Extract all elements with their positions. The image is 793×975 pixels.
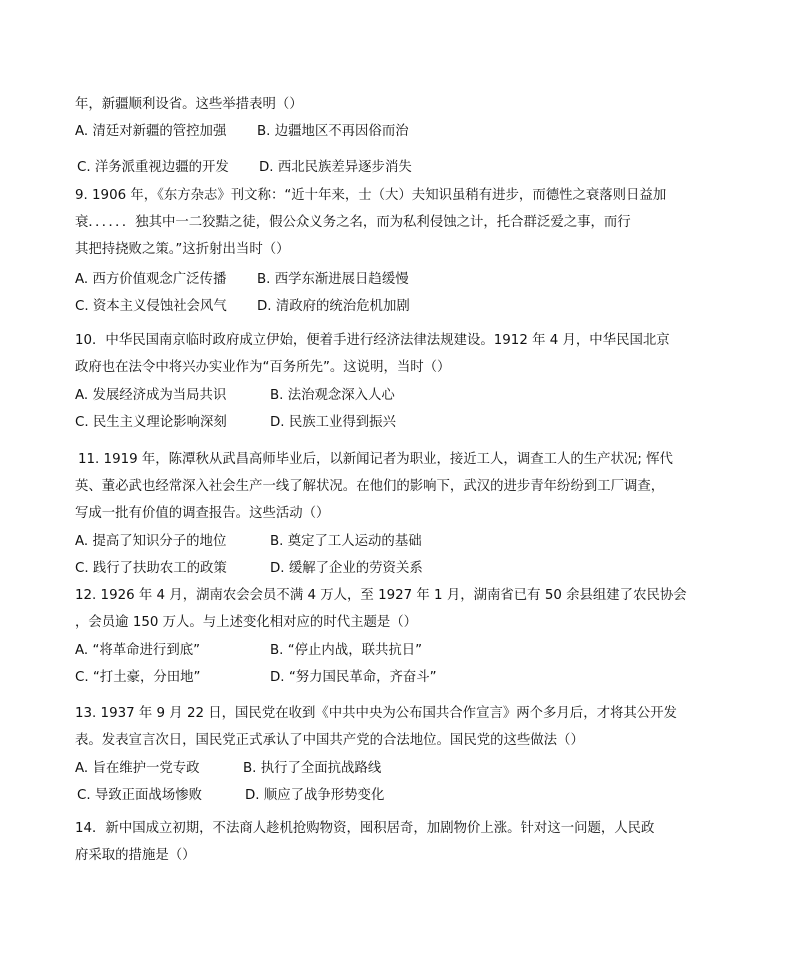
q11-option-a: A. 提高了知识分子的地位 [75,534,227,549]
q9-stem-line-1: 9. 1906 年，《东方杂志》刊文称：“近十年来，士（大）夫知识虽稍有进步，而德性之衰落则日益加 [75,188,667,203]
q12-option-c: C. “打土豪，分田地” [75,670,201,685]
q10-option-c: C. 民生主义理论影响深刻 [75,415,227,430]
q8-stem-tail: 年，新疆顺利设省。这些举措表明（） [75,97,303,112]
q8-option-c: C. 洋务派重视边疆的开发 [77,160,229,175]
q8-option-d: D. 西北民族差异逐步消失 [259,160,412,175]
q11-option-c: C. 践行了扶助农工的政策 [75,561,227,576]
q13-option-d: D. 顺应了战争形势变化 [245,788,385,803]
q13-stem-line-2: 表。发表宣言次日，国民党正式承认了中国共产党的合法地位。国民党的这些做法（） [75,733,584,748]
q14-stem-line-1: 14．新中国成立初期，不法商人趁机抢购物资，囤积居奇，加剧物价上涨。针对这一问题，人民政 [75,821,655,836]
q14-stem-line-2: 府采取的措施是（） [75,848,196,863]
q11-option-b: B. 奠定了工人运动的基础 [270,534,422,549]
q11-stem-line-2: 英、董必武也经常深入社会生产一线了解状况。在他们的影响下，武汉的进步青年纷纷到工厂调查， [75,479,665,494]
q9-option-d: D. 清政府的统治危机加剧 [257,299,410,314]
q9-stem-line-2: 衰．．．．．．独其中一二狡黠之徒，假公众义务之名，而为私利侵蚀之计，托合群泛爱之事，而行 [75,215,631,230]
q11-stem-line-3: 写成一批有价值的调查报告。这些活动（） [75,506,330,521]
q10-stem-line-2: 政府也在法令中将兴办实业作为“百务所先”。这说明，当时（） [75,360,451,375]
q10-stem-line-1: 10．中华民国南京临时政府成立伊始，便着手进行经济法律法规建设。1912 年 4 月，中华民国北京 [75,333,670,348]
q13-option-b: B. 执行了全面抗战路线 [243,761,382,776]
q9-option-c: C. 资本主义侵蚀社会风气 [75,299,227,314]
q12-stem-line-2: ，会员逾 150 万人。与上述变化相对应的时代主题是（） [75,615,418,630]
q8-option-a: A. 清廷对新疆的管控加强 [75,124,227,139]
q9-option-a: A. 西方价值观念广泛传播 [75,272,227,287]
q9-stem-line-3: 其把持挠败之策。”这折射出当时（） [75,242,290,257]
q12-option-d: D. “努力国民革命，齐奋斗” [270,670,437,685]
q12-option-b: B. “停止内战，联共抗日” [270,643,423,658]
q10-option-a: A. 发展经济成为当局共识 [75,388,227,403]
q13-option-c: C. 导致正面战场惨败 [77,788,202,803]
q10-option-b: B. 法治观念深入人心 [270,388,395,403]
q8-option-b: B. 边疆地区不再因俗而治 [257,124,409,139]
q12-option-a: A. “将革命进行到底” [75,643,201,658]
q13-stem-line-1: 13. 1937 年 9 月 22 日，国民党在收到《中共中央为公布国共合作宣言》两个多月后，才将其公开发 [75,706,677,721]
q13-option-a: A. 旨在维护一党专政 [75,761,200,776]
q11-stem-line-1: 11. 1919 年，陈潭秋从武昌高师毕业后，以新闻记者为职业，接近工人，调查工人的生产状况; 恽代 [78,452,673,467]
q10-option-d: D. 民族工业得到振兴 [270,415,396,430]
q11-option-d: D. 缓解了企业的劳资关系 [270,561,423,576]
q12-stem-line-1: 12. 1926 年 4 月，湖南农会会员不满 4 万人，至 1927 年 1 月，湖南省已有 50 余县组建了农民协会 [75,588,687,603]
q9-option-b: B. 西学东渐进展日趋缓慢 [257,272,409,287]
